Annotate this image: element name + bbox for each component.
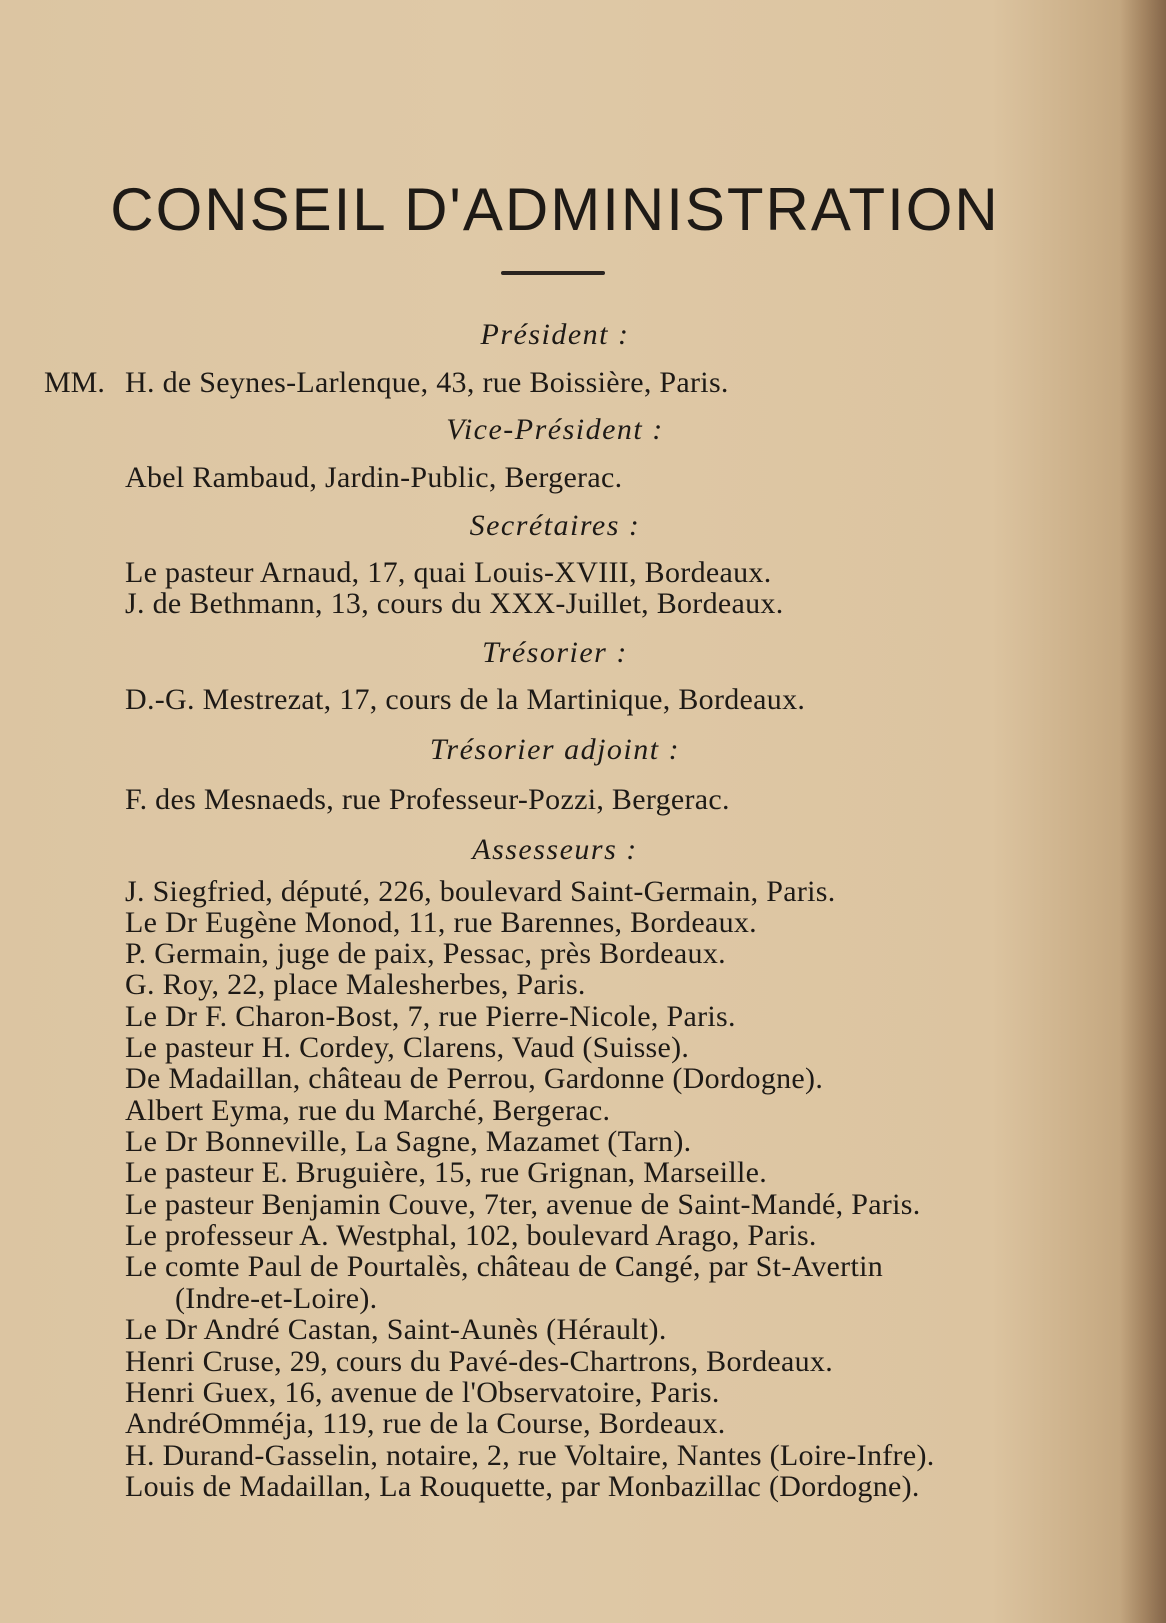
member-line: Le Dr Bonneville, La Sagne, Mazamet (Tarn). <box>125 1125 692 1158</box>
heading-secretaires: Secrétaires : <box>469 509 641 542</box>
member-line: J. Siegfried, député, 226, boulevard Saint-Germain, Paris. <box>125 875 836 908</box>
member-line: D.-G. Mestrezat, 17, cours de la Martinique, Bordeaux. <box>125 683 806 716</box>
member-line: Le comte Paul de Pourtalès, château de Cangé, par St-Avertin <box>125 1250 884 1283</box>
page-title: CONSEIL D'ADMINISTRATION <box>110 176 1000 243</box>
member-line: J. de Bethmann, 13, cours du XXX-Juillet, Bordeaux. <box>125 587 784 620</box>
member-line: Albert Eyma, rue du Marché, Bergerac. <box>125 1094 611 1127</box>
member-line: G. Roy, 22, place Malesherbes, Paris. <box>125 968 586 1001</box>
heading-tresorier: Trésorier : <box>482 636 628 669</box>
heading-tresorier-adjoint: Trésorier adjoint : <box>429 733 681 766</box>
member-line: F. des Mesnaeds, rue Professeur-Pozzi, Bergerac. <box>125 783 730 816</box>
member-line: Le Dr Eugène Monod, 11, rue Barennes, Bordeaux. <box>125 906 757 939</box>
member-line: De Madaillan, château de Perrou, Gardonne (Dordogne). <box>125 1062 824 1095</box>
page-edge-shadow <box>1120 0 1166 1623</box>
heading-vice-president: Vice-Président : <box>446 413 664 446</box>
member-line: Le Dr F. Charon-Bost, 7, rue Pierre-Nicole, Paris. <box>125 1000 736 1033</box>
mm-prefix: MM. <box>44 366 105 399</box>
member-line: P. Germain, juge de paix, Pessac, près Bordeaux. <box>125 937 726 970</box>
member-line: Le pasteur E. Bruguière, 15, rue Grignan, Marseille. <box>125 1156 768 1189</box>
member-line: Le pasteur Benjamin Couve, 7ter, avenue de Saint-Mandé, Paris. <box>125 1188 921 1221</box>
member-line: Le pasteur Arnaud, 17, quai Louis-XVIII, Bordeaux. <box>125 556 772 589</box>
member-line: Abel Rambaud, Jardin-Public, Bergerac. <box>125 461 623 494</box>
member-line: Henri Cruse, 29, cours du Pavé-des-Chartrons, Bordeaux. <box>125 1345 834 1378</box>
member-line: H. de Seynes-Larlenque, 43, rue Boissière, Paris. <box>125 366 729 399</box>
member-line: Henri Guex, 16, avenue de l'Observatoire, Paris. <box>125 1376 720 1409</box>
member-line: Louis de Madaillan, La Rouquette, par Monbazillac (Dordogne). <box>125 1470 920 1503</box>
member-line: Le professeur A. Westphal, 102, boulevard Arago, Paris. <box>125 1219 817 1252</box>
title-divider <box>501 271 605 275</box>
heading-assesseurs: Assesseurs : <box>472 833 638 866</box>
member-line: Le Dr André Castan, Saint-Aunès (Hérault). <box>125 1313 667 1346</box>
heading-president: Président : <box>480 318 630 351</box>
member-line: H. Durand-Gasselin, notaire, 2, rue Voltaire, Nantes (Loire-Infre). <box>125 1439 935 1472</box>
member-line: Le pasteur H. Cordey, Clarens, Vaud (Suisse). <box>125 1031 690 1064</box>
member-line-continuation: (Indre-et-Loire). <box>175 1282 378 1315</box>
member-line: AndréOmméja, 119, rue de la Course, Bordeaux. <box>125 1407 726 1440</box>
